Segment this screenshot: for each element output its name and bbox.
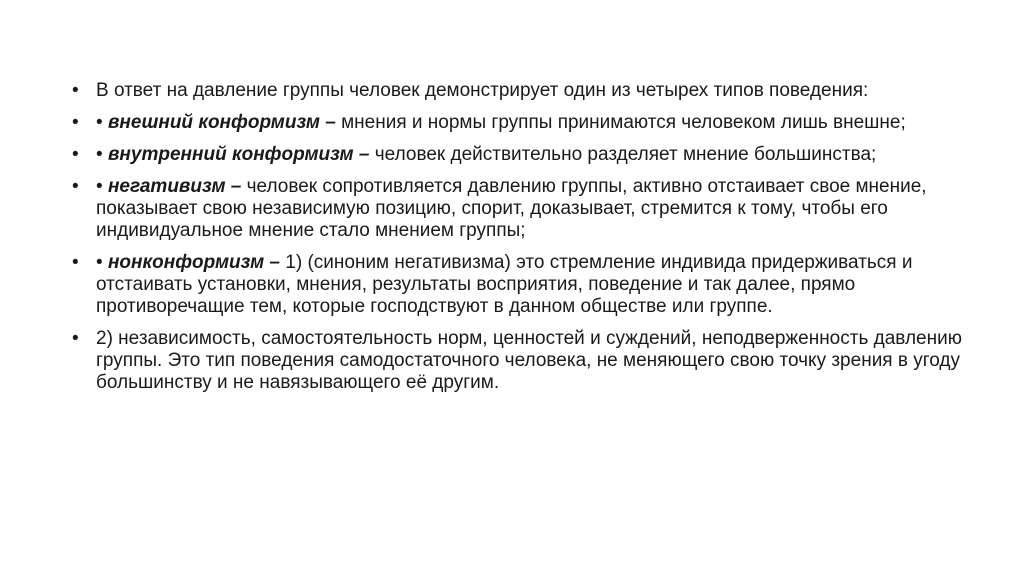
- bullet-marker: •: [72, 328, 79, 349]
- bullet-marker: •: [72, 252, 79, 273]
- item-prefix: •: [96, 144, 108, 165]
- bullet-marker: •: [72, 176, 79, 197]
- item-text: человек сопротивляется давлению группы, активно отстаивает свое мнение, показывает свою независимую позицию, спорит, доказывает, стремится к тому, чтобы его индивидуальное мнение стало мнением группы;: [96, 176, 927, 241]
- bullet-item-external-conformism: [70, 112, 970, 134]
- item-prefix: •: [96, 112, 108, 133]
- item-prefix: •: [96, 252, 108, 273]
- item-text: В ответ на давление группы человек демонстрирует один из четырех типов поведения:: [96, 80, 869, 101]
- bullet-marker: •: [72, 144, 79, 165]
- item-term: внешний конформизм –: [107, 112, 336, 133]
- bullet-marker: •: [72, 112, 79, 133]
- bullet-item-negativism: [70, 176, 970, 242]
- item-text: мнения и нормы группы принимаются человеком лишь внешне;: [335, 112, 906, 133]
- item-text: 2) независимость, самостоятельность норм, ценностей и суждений, неподверженность давлению группы. Это тип поведения самодостаточного человека, не меняющего свою точку зрения в угоду большинству и не навязывающего её другим.: [96, 328, 962, 393]
- bullet-item-internal-conformism: [70, 144, 970, 166]
- item-text: человек действительно разделяет мнение большинства;: [369, 144, 877, 165]
- item-term: внутренний конформизм –: [107, 144, 370, 165]
- item-term: негативизм –: [107, 176, 242, 197]
- bullet-item-nonconformism: [70, 252, 970, 318]
- bullet-item-intro: [70, 80, 970, 102]
- item-prefix: •: [96, 176, 108, 197]
- bullet-list: [70, 80, 970, 404]
- item-text: 1) (синоним негативизма) это стремление индивида придерживаться и отстаивать установки, мнения, результаты восприятия, поведение и так далее, прямо противоречащие тем, которые господствуют в данном обществе или группе.: [96, 252, 913, 317]
- item-term: нонконформизм –: [107, 252, 280, 273]
- bullet-item-independence: [70, 328, 970, 394]
- bullet-marker: •: [72, 80, 79, 101]
